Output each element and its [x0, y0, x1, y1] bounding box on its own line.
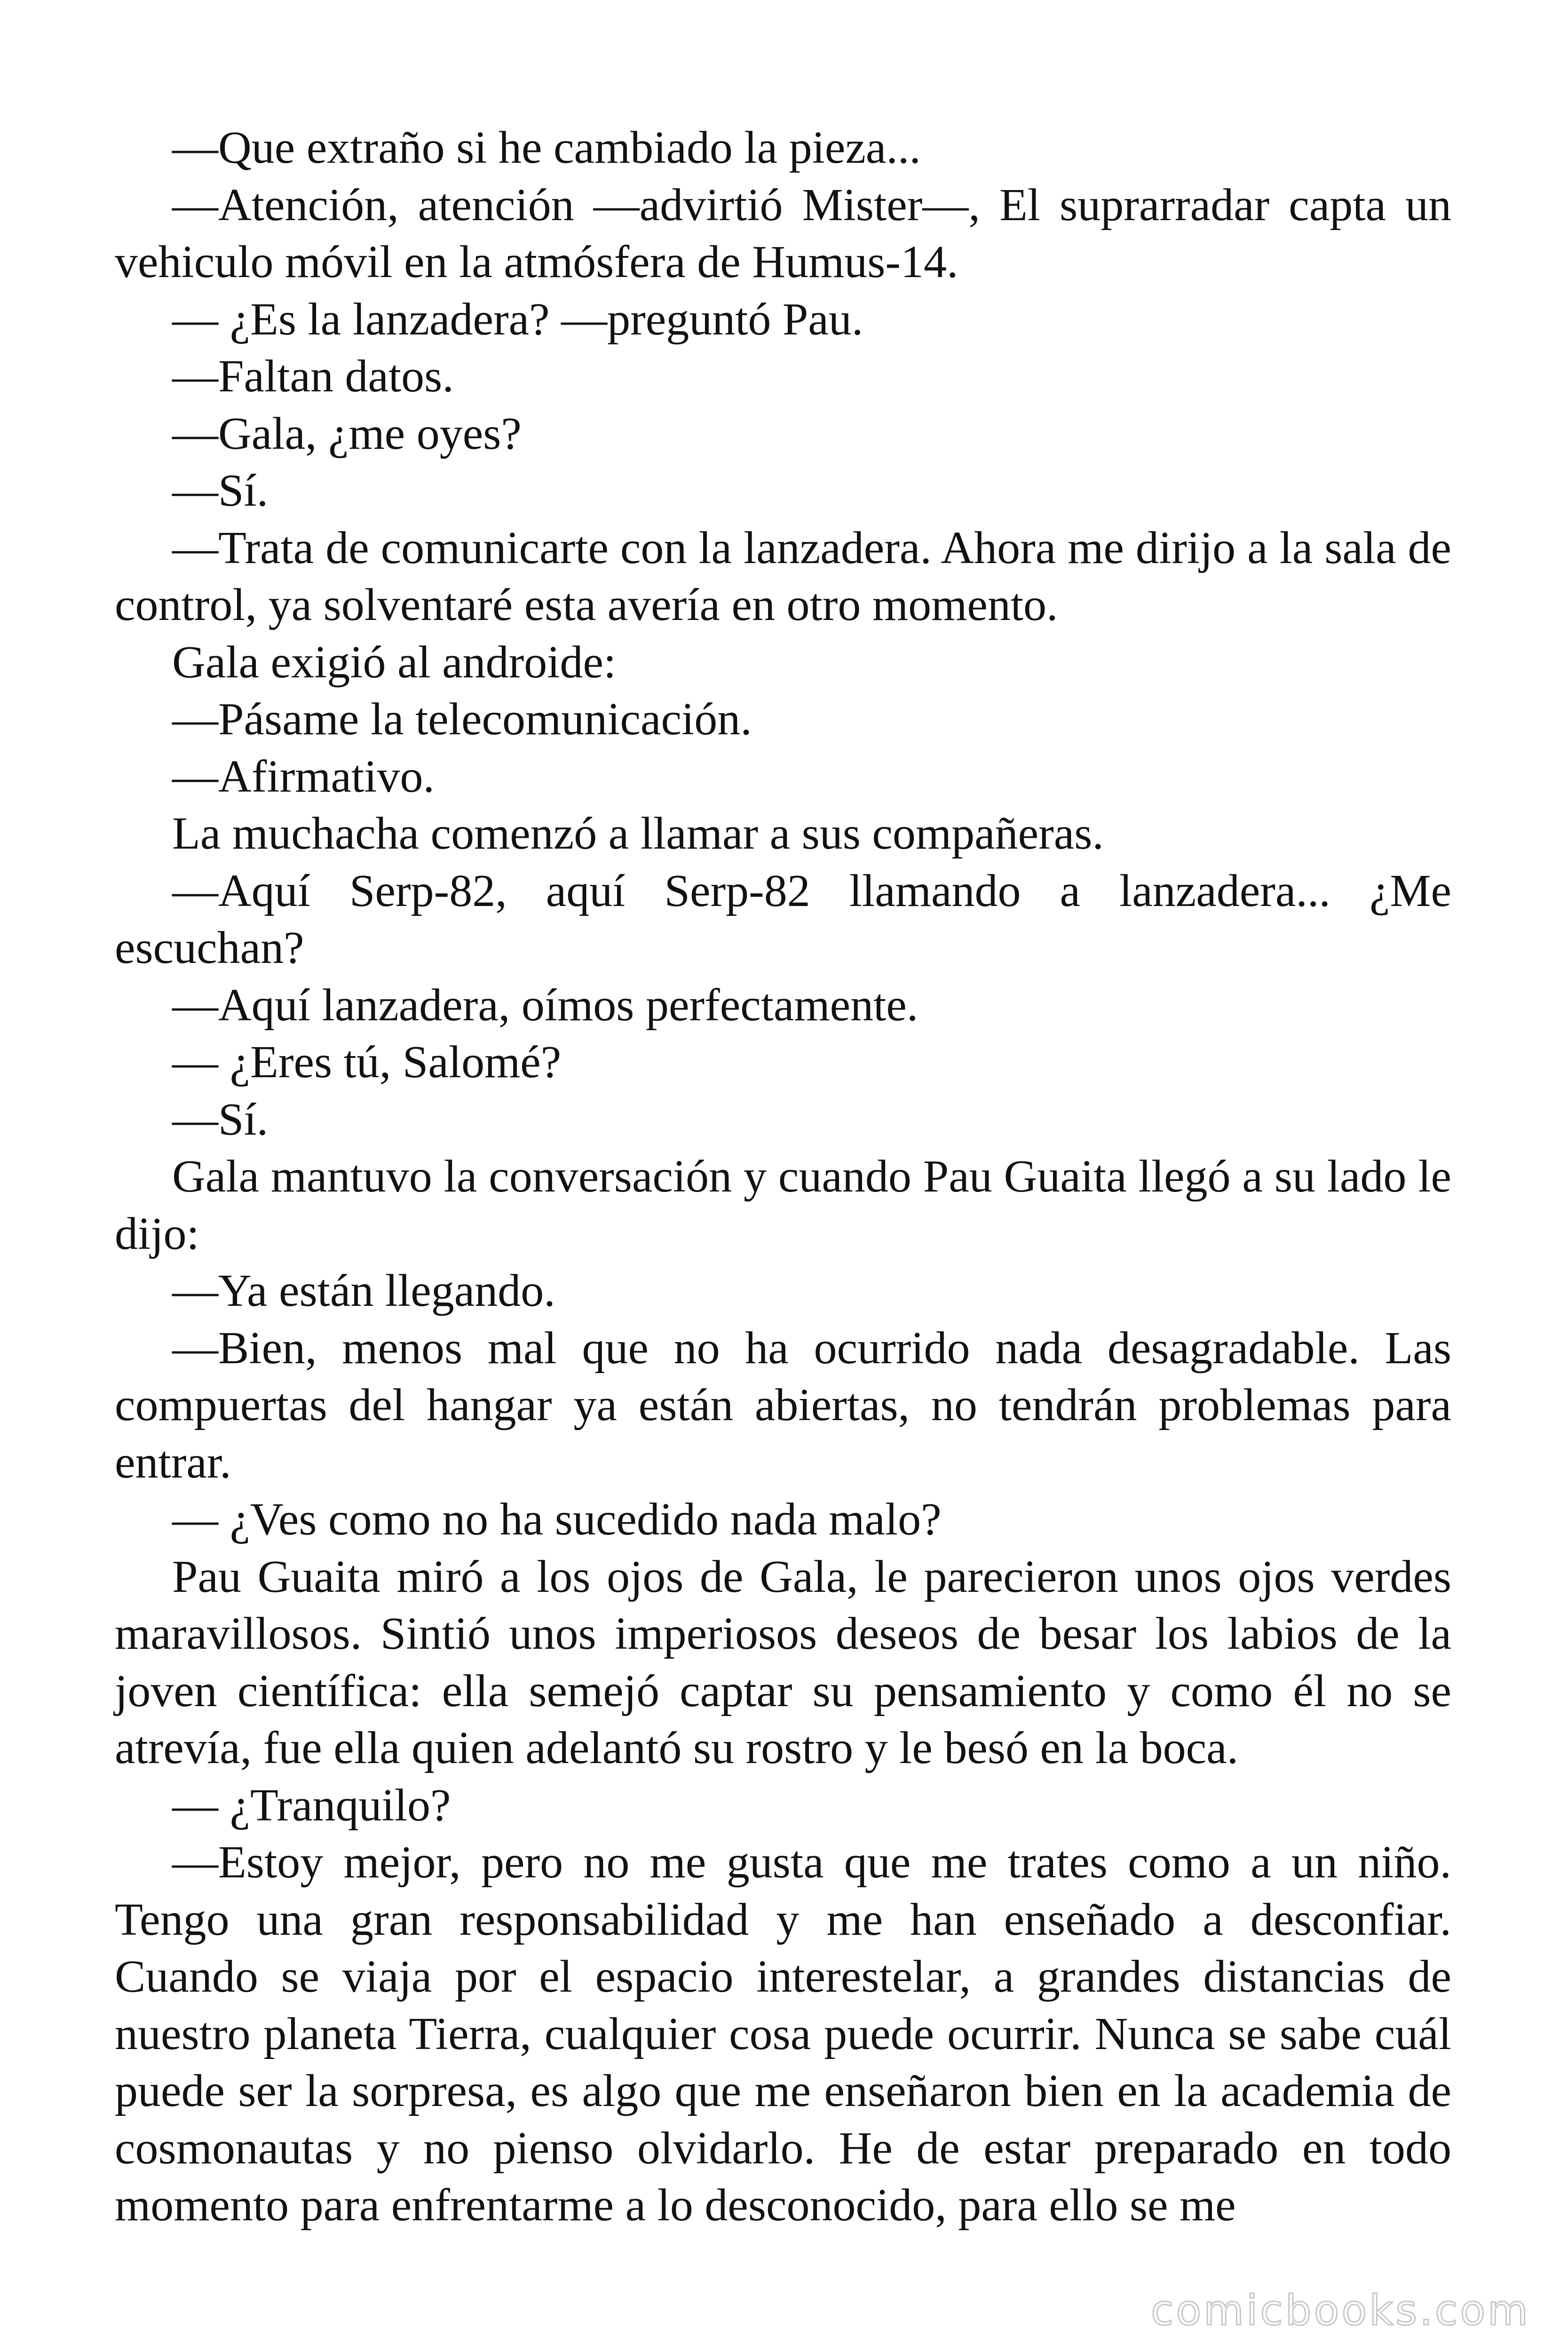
paragraph: —Aquí lanzadera, oímos perfectamente. [172, 979, 919, 1031]
paragraph: Gala mantuvo la conversación y cuando Pau Guaita llegó a su lado le dijo: [115, 1151, 1451, 1259]
paragraph: —Aquí Serp-82, aquí Serp-82 llamando a lanzadera... ¿Me escuchan? [115, 865, 1451, 973]
paragraph: —Estoy mejor, pero no me gusta que me trates como a un niño. Tengo una gran responsabilidad y me han enseñado a desconfiar. Cuando se viaja por el espacio interestelar, a grandes distancias de nuestro planeta Tierra, cualquier cosa puede ocurrir. Nunca se sabe cuál puede ser la sorpresa, es algo que me enseñaron bien en la academia de cosmonautas y no pienso olvidarlo. He de estar preparado en todo momento para enfrentarme a lo desconocido, para ello se me [115, 1837, 1451, 2231]
paragraph: —Afirmativo. [172, 751, 435, 802]
paragraph: —Atención, atención —advirtió Mister—, El suprarradar capta un vehiculo móvil en la atmósfera de Humus-14. [115, 179, 1451, 287]
paragraph: — ¿Tranquilo? [172, 1780, 451, 1831]
watermark: comicbooks.com [1150, 2286, 1530, 2335]
paragraph: —Sí. [172, 465, 269, 516]
paragraph: — ¿Ves como no ha sucedido nada malo? [172, 1494, 942, 1545]
paragraph: Gala exigió al androide: [172, 636, 617, 688]
paragraph: La muchacha comenzó a llamar a sus compañeras. [172, 808, 1104, 859]
paragraph: Pau Guaita miró a los ojos de Gala, le parecieron unos ojos verdes maravillosos. Sintió unos imperiosos deseos de besar los labios de la joven científica: ella semejó captar su pensamiento y como él no se atrevía, fue ella quien adelantó su rostro y le besó en la boca. [115, 1551, 1451, 1773]
paragraph: —Gala, ¿me oyes? [172, 408, 522, 459]
paragraph: — ¿Es la lanzadera? —preguntó Pau. [172, 294, 863, 345]
paragraph: —Pásame la telecomunicación. [172, 694, 752, 745]
paragraph: —Trata de comunicarte con la lanzadera. Ahora me dirijo a la sala de control, ya solventaré esta avería en otro momento. [115, 522, 1451, 630]
paragraph: —Que extraño si he cambiado la pieza... [172, 122, 921, 173]
paragraph: —Faltan datos. [172, 351, 454, 402]
paragraph: — ¿Eres tú, Salomé? [172, 1037, 562, 1088]
paragraph: —Sí. [172, 1094, 269, 1145]
page-body [115, 119, 1451, 2234]
paragraph: —Bien, menos mal que no ha ocurrido nada desagradable. Las compuertas del hangar ya están abiertas, no tendrán problemas para entrar. [115, 1322, 1451, 1488]
paragraph: —Ya están llegando. [172, 1265, 555, 1316]
